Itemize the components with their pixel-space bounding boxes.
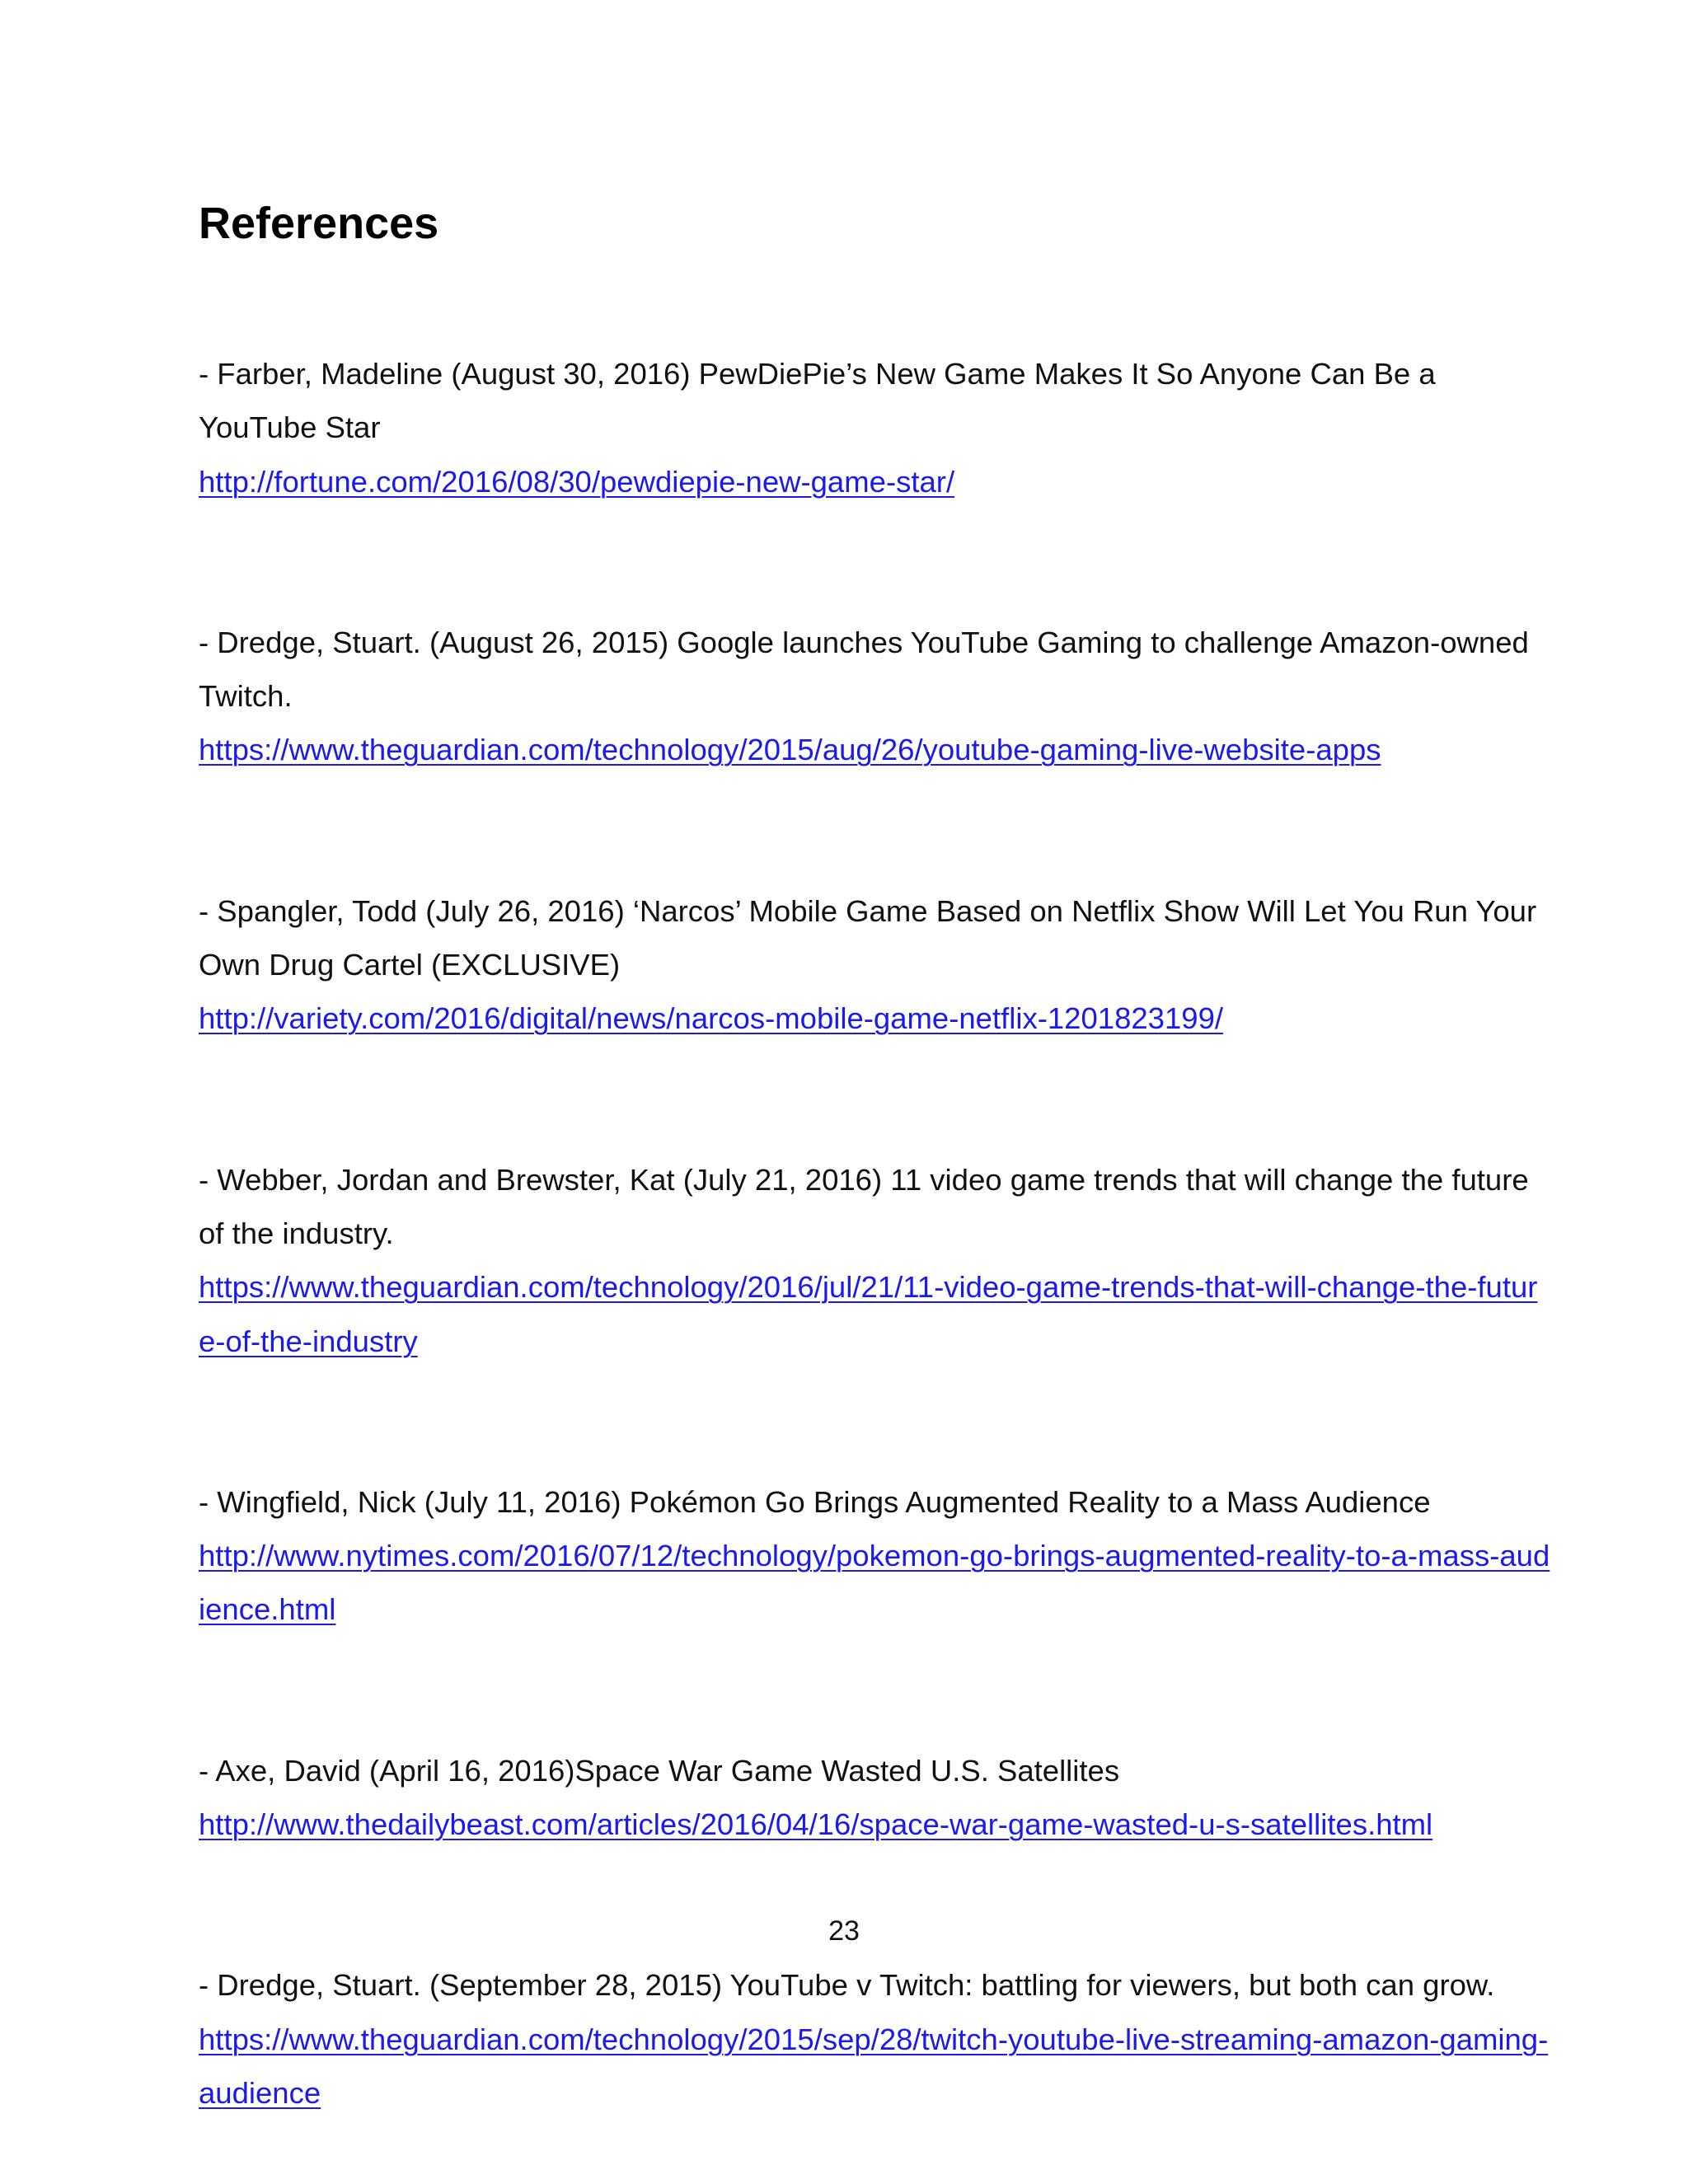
page-number: 23 [828, 1915, 860, 1947]
reference-link[interactable]: http://fortune.com/2016/08/30/pewdiepie-new-game-star/ [199, 464, 955, 499]
reference-item [199, 1153, 1550, 1368]
reference-citation: - Wingfield, Nick (July 11, 2016) Pokémon Go Brings Augmented Reality to a Mass Audience [199, 1484, 1431, 1519]
reference-item [199, 616, 1550, 777]
reference-link[interactable]: http://www.nytimes.com/2016/07/12/technology/pokemon-go-brings-augmented-reality-to-a-mass-audience.html [199, 1539, 1550, 1627]
reference-link[interactable]: http://variety.com/2016/digital/news/narcos-mobile-game-netflix-1201823199/ [199, 1001, 1224, 1036]
reference-link[interactable]: http://www.thedailybeast.com/articles/2016/04/16/space-war-game-wasted-u-s-satellites.html [199, 1807, 1433, 1842]
reference-item [199, 884, 1550, 1046]
reference-citation: - Spangler, Todd (July 26, 2016) ‘Narcos’ Mobile Game Based on Netflix Show Will Let You Run Your Own Drug Cartel (EXCLUSIVE) [199, 893, 1537, 982]
page-title: References [199, 199, 439, 248]
reference-citation: - Axe, David (April 16, 2016)Space War Game Wasted U.S. Satellites [199, 1753, 1120, 1788]
reference-citation: - Farber, Madeline (August 30, 2016) PewDiePie’s New Game Makes It So Anyone Can Be a YouTube Star [199, 357, 1436, 445]
reference-item [199, 1744, 1550, 1852]
reference-citation: - Dredge, Stuart. (August 26, 2015) Google launches YouTube Gaming to challenge Amazon-owned Twitch. [199, 625, 1529, 714]
reference-citation: - Dredge, Stuart. (September 28, 2015) YouTube v Twitch: battling for viewers, but both can grow. [199, 1968, 1495, 2003]
reference-link[interactable]: https://www.theguardian.com/technology/2015/aug/26/youtube-gaming-live-website-apps [199, 733, 1381, 767]
reference-item [199, 347, 1550, 509]
reference-list [199, 347, 1550, 2184]
reference-item [199, 1475, 1550, 1637]
reference-citation: - Webber, Jordan and Brewster, Kat (July 21, 2016) 11 video game trends that will change the future of the industry. [199, 1162, 1529, 1250]
reference-item [199, 1958, 1550, 2120]
reference-link[interactable]: https://www.theguardian.com/technology/2016/jul/21/11-video-game-trends-that-will-change-the-future-of-the-industry [199, 1270, 1538, 1358]
reference-link[interactable]: https://www.theguardian.com/technology/2015/sep/28/twitch-youtube-live-streaming-amazon-gaming-audience [199, 2022, 1549, 2110]
